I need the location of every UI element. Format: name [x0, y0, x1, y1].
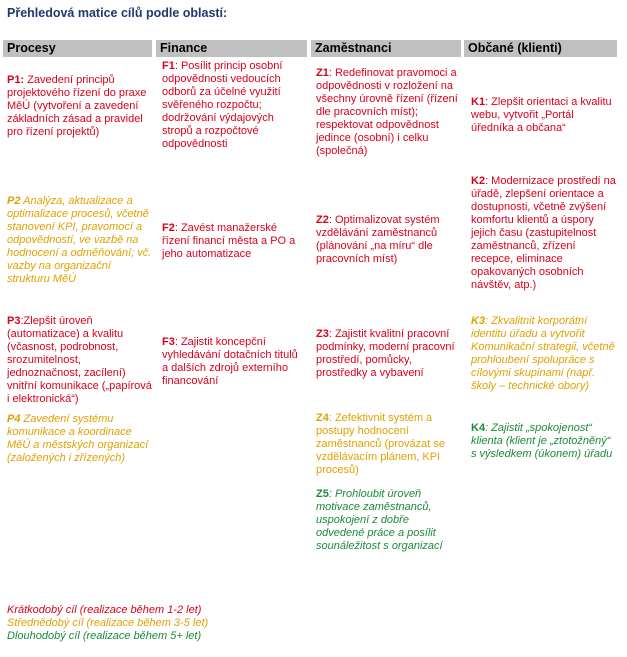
goal-code: K1 — [471, 96, 486, 108]
goal-text: : Optimalizovat systém vzdělávání zaměstnanců (plánování „na míru“ dle pracovních míst) — [316, 214, 440, 265]
goal-code: P3 — [7, 315, 21, 327]
goal-z4 — [316, 412, 459, 477]
goal-code: P1: — [7, 74, 25, 86]
goal-code: Z1 — [316, 67, 329, 79]
goal-k3 — [471, 315, 617, 393]
goal-f3 — [162, 336, 304, 388]
legend-short-term: Krátkodobý cíl (realizace během 1-2 let) — [7, 604, 202, 616]
goal-k4 — [471, 422, 617, 461]
goal-z5 — [316, 488, 459, 553]
goal-text: Zavedení principů projektového řízení do praxe MěÚ (vytvoření a zavedení základních zásad a pravidel pro řízení projektů) — [7, 74, 147, 138]
goal-code: F2 — [162, 222, 175, 234]
goal-k2 — [471, 175, 617, 292]
goal-z2 — [316, 214, 459, 266]
goal-text: : Redefinovat pravomoci a odpovědnosti v rozložení na všechny úrovně řízení (řízení dle pracovních míst); respektovat odpovědnost jedince (osobní) i celku (společná) — [316, 67, 458, 157]
goal-code: P2 — [7, 195, 21, 207]
goal-code: P4 — [7, 413, 21, 425]
goal-k1 — [471, 96, 617, 135]
goal-p1 — [7, 74, 152, 139]
goal-z3 — [316, 328, 459, 380]
goal-text: : Posílit princip osobní odpovědnosti vedoucích odborů za účelné využití svěřeného rozpočtu; dodržování výdajových stropů a rozpočtové odpovědnosti — [162, 60, 283, 150]
column-header-finance: Finance — [156, 40, 307, 57]
goal-p2 — [7, 195, 152, 286]
goal-text: : Zavést manažerské řízení financí města a PO a jeho automatizace — [162, 222, 296, 260]
goal-text: : Modernizace prostředí na úřadě, zlepšení orientace a dostupnosti, včetně zvýšení komfortu klientů a úspory jejich času (zastupitelnost zaměstnanců, zřízení recepce, eliminace opakovaných osobních návštěv, atp.) — [471, 175, 616, 291]
goal-text: : Prohloubit úroveň motivace zaměstnanců, uspokojení z dobře odvedené práce a posílit sounáležitost s organizací — [316, 488, 443, 552]
goal-code: F1 — [162, 60, 175, 72]
goal-code: K2 — [471, 175, 486, 187]
goal-text: :Zlepšit úroveň (automatizace) a kvalitu (včasnost, podrobnost, srozumitelnost, jednoznačnost, zacílení) vnitřní komunikace („papírová i elektronická“) — [7, 315, 152, 405]
goal-text: : Zajistit koncepční vyhledávání dotačních titulů a dalších zdrojů externího financování — [162, 336, 298, 387]
goal-code: K3 — [471, 315, 486, 327]
goal-f2 — [162, 222, 304, 261]
legend-long-term: Dlouhodobý cíl (realizace během 5+ let) — [7, 630, 202, 642]
goal-code: Z4 — [316, 412, 329, 424]
goal-code: Z5 — [316, 488, 329, 500]
goal-p4 — [7, 413, 152, 465]
goal-text: : Zkvalitnit korporátní identitu úřadu a vytvořit Komunikační strategii, včetně prohloubení spolupráce s cílovými skupinami (např. školy – technické obory) — [471, 315, 615, 392]
column-header-obcane: Občané (klienti) — [464, 40, 617, 57]
goal-f1 — [162, 60, 304, 151]
column-header-zamestnanci: Zaměstnanci — [311, 40, 461, 57]
goal-code: K4 — [471, 422, 486, 434]
goal-text: : Zajistit kvalitní pracovní podmínky, moderní pracovní prostředí, pomůcky, prostředky a vybavení — [316, 328, 455, 379]
page-title: Přehledová matice cílů podle oblastí: — [7, 6, 228, 20]
goal-p3 — [7, 315, 152, 406]
legend-medium-term: Střednědobý cíl (realizace během 3-5 let) — [7, 617, 209, 629]
goal-code: Z3 — [316, 328, 329, 340]
goal-text: Zavedení systému komunikace a koordinace MěÚ a městských organizací (založených i zřízených) — [7, 413, 149, 464]
column-header-procesy: Procesy — [3, 40, 152, 57]
goal-text: Analýza, aktualizace a optimalizace procesů, včetně stanovení KPI, pravomocí a odpovědností, ve vazbě na hodnocení a odměňování; vč. vazby na organizační strukturu MěÚ — [7, 195, 152, 285]
goal-code: F3 — [162, 336, 175, 348]
goal-text: : Zlepšit orientaci a kvalitu webu, vytvořit „Portál úředníka a občana“ — [471, 96, 612, 134]
goal-text: : Zajistit „spokojenost“ klienta (klient je „ztotožněný“ s výsledkem (úkonem) úřadu — [471, 422, 613, 460]
goal-z1 — [316, 67, 459, 158]
goal-text: : Zefektivnit systém a postupy hodnocení zaměstnanců (provázat se vzdělávacím plánem, KPI procesů) — [316, 412, 446, 476]
goal-code: Z2 — [316, 214, 329, 226]
